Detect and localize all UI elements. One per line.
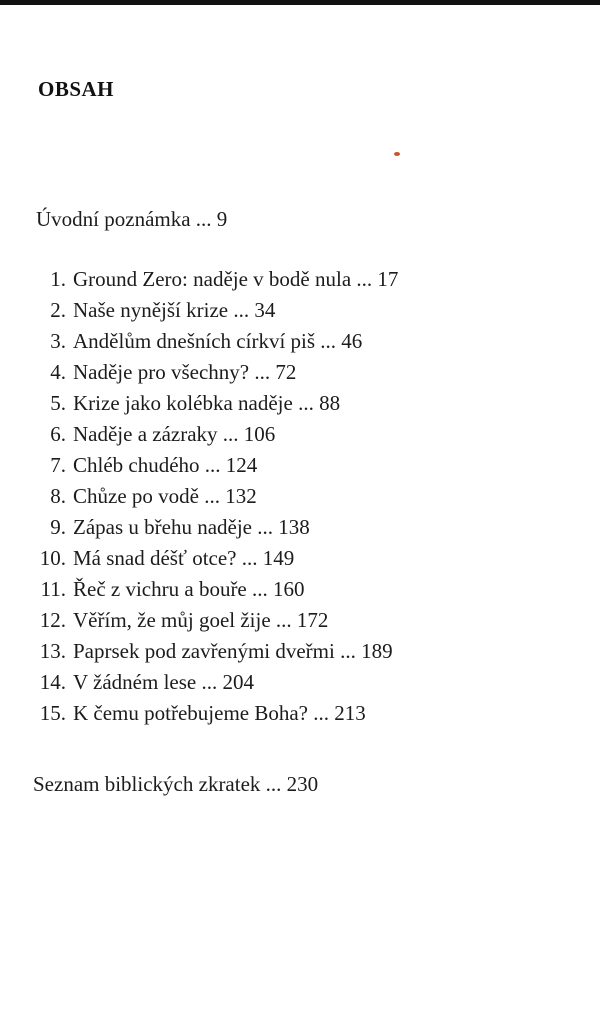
toc-item [0,701,600,731]
toc-intro-entry: Úvodní poznámka ... 9 [36,207,228,231]
chapter-title: Andělům dnešních církví piš ... 46 [73,329,363,353]
toc-item [0,298,600,328]
chapter-title: Má snad déšť otce? ... 149 [73,546,295,570]
chapter-number: 8. [50,484,66,508]
toc-item [0,515,600,545]
chapter-number: 12. [39,608,66,632]
chapter-number: 11. [40,577,66,601]
toc-item [0,608,600,638]
toc-item [0,639,600,669]
toc-item [0,422,600,452]
ink-speck [394,152,400,156]
chapter-number: 13. [39,639,66,663]
toc-item [0,267,600,297]
toc-item [0,453,600,483]
chapter-number: 10. [39,546,66,570]
toc-item [0,484,600,514]
toc-item [0,360,600,390]
toc-item [0,546,600,576]
toc-item [0,391,600,421]
chapter-title: Chléb chudého ... 124 [73,453,258,477]
chapter-number: 3. [50,329,66,353]
chapter-title: Chůze po vodě ... 132 [73,484,257,508]
chapter-title: Krize jako kolébka naděje ... 88 [73,391,341,415]
toc-item [0,670,600,700]
chapter-title: Věřím, že můj goel žije ... 172 [73,608,329,632]
chapter-title: Zápas u břehu naděje ... 138 [73,515,310,539]
chapter-number: 9. [50,515,66,539]
chapter-title: Naše nynější krize ... 34 [73,298,276,322]
toc-outro-entry: Seznam biblických zkratek ... 230 [33,772,319,796]
chapter-number: 1. [50,267,66,291]
chapter-title: K čemu potřebujeme Boha? ... 213 [73,701,366,725]
chapter-number: 6. [50,422,66,446]
page-title: OBSAH [38,77,115,101]
chapter-number: 7. [50,453,66,477]
chapter-title: Řeč z vichru a bouře ... 160 [73,577,305,601]
chapter-number: 2. [50,298,66,322]
chapter-title: V žádném lese ... 204 [73,670,254,694]
chapter-number: 5. [50,391,66,415]
top-border [0,0,600,5]
chapter-title: Paprsek pod zavřenými dveřmi ... 189 [73,639,393,663]
toc-item [0,329,600,359]
chapter-number: 15. [39,701,66,725]
chapter-number: 4. [50,360,66,384]
chapter-title: Naděje a zázraky ... 106 [73,422,276,446]
chapter-title: Naděje pro všechny? ... 72 [73,360,297,384]
chapter-title: Ground Zero: naděje v bodě nula ... 17 [73,267,399,291]
toc-item [0,577,600,607]
chapter-number: 14. [39,670,66,694]
